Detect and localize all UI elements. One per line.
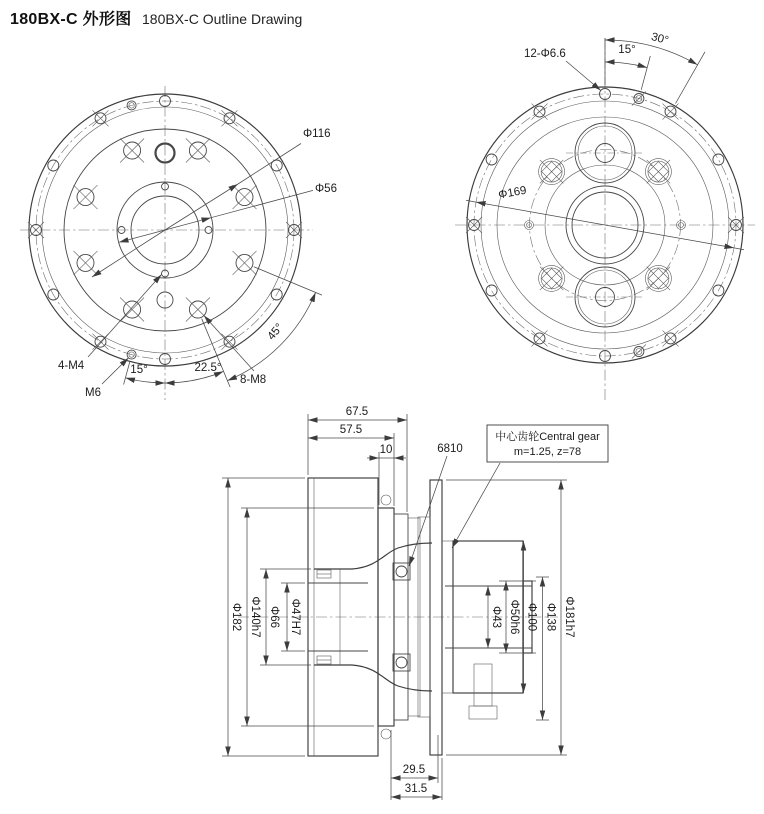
drawing-title-en: 180BX-C Outline Drawing — [142, 11, 303, 27]
rear-dim-phi169-label: Φ169 — [497, 184, 528, 202]
front-dim-phi116-label: Φ116 — [303, 128, 331, 140]
dim-phi181h7-label: Φ181h7 — [563, 596, 575, 638]
front-dimensions — [88, 144, 322, 388]
front-label-4m4: 4-M4 — [58, 360, 85, 372]
rear-label-12holes: 12-Φ6.6 — [524, 48, 566, 60]
section-view — [222, 406, 608, 800]
dim-29-5-label: 29.5 — [402, 764, 426, 776]
dim-phi140h7-label: Φ140h7 — [249, 596, 261, 638]
dim-phi66-label: Φ66 — [268, 606, 280, 628]
m4-screw-bottom — [317, 656, 331, 664]
rear-angle-15-label: 15° — [618, 44, 636, 56]
gear-note-line2: m=1.25, z=78 — [513, 446, 582, 458]
dim-10-label: 10 — [379, 444, 393, 456]
dim-phi43-label: Φ43 — [490, 606, 502, 628]
front-angle-225-label: 22.5° — [194, 362, 222, 374]
rear-angle-30-label: 30° — [649, 31, 670, 48]
dim-57-5-label: 57.5 — [339, 424, 363, 436]
dim-phi138-label: Φ138 — [544, 602, 557, 632]
dim-phi50h6-label: Φ50h6 — [508, 599, 520, 635]
bearing-6810-bottom — [393, 654, 410, 671]
front-dim-phi56-label: Φ56 — [315, 183, 337, 195]
front-label-8m8: 8-M8 — [240, 374, 267, 386]
mount-bolt — [474, 664, 492, 706]
front-angle-15-label: 15° — [130, 364, 148, 376]
rear-view — [455, 31, 755, 400]
m4-screw-top — [317, 570, 331, 578]
dim-31-5-label: 31.5 — [404, 783, 428, 795]
gear-note-line1: 中心齿轮Central gear — [495, 431, 600, 443]
dim-phi100-label: Φ100 — [525, 602, 538, 632]
dim-67-5-label: 67.5 — [345, 406, 369, 418]
dim-phi47h7-label: Φ47H7 — [289, 598, 301, 636]
bearing-6810-top — [393, 563, 410, 580]
drawing-title-model: 180BX-C 外形图 — [10, 11, 132, 28]
front-angle-45-label: 45° — [265, 321, 286, 343]
bearing-6810-label: 6810 — [437, 443, 463, 455]
dim-phi182-label: Φ182 — [230, 602, 242, 632]
output-flange — [430, 480, 442, 755]
front-label-m6: M6 — [85, 387, 101, 399]
front-view — [20, 86, 337, 400]
